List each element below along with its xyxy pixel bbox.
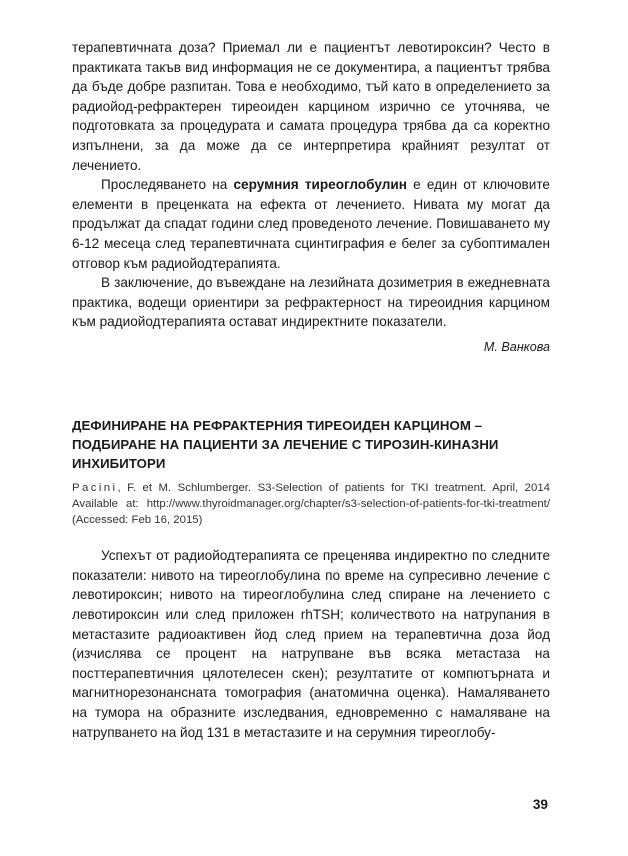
section-body <box>72 546 550 742</box>
paragraph-text: е един от ключовите елементи в преценката на ефекта от лечението. Нивата му могат да продължат да спадат години след проведеното лечение. Повишаването му 6-12 месеца след терапевтичната сцинтиграфия е белег за субоптимален отговор към радиойодтерапията. <box>72 177 550 271</box>
document-page <box>72 38 550 742</box>
reference-author: Pacini <box>72 481 118 494</box>
paragraph-serum-thyroglobulin <box>72 175 550 273</box>
reference-citation <box>72 481 550 528</box>
paragraph-success-indicators: Успехът от радиойодтерапията се преценява индиректно по следните показатели: нивото на тиреоглобулина по време на супресивно лечение с левотироксин; нивото на тиреоглобулина след спиране на лечението с левотироксин или след приложен rhTSH; количеството на натрупания в метастазите радиоактивен йод след прием на терапевтична доза йод (изчислява се процент на натрупване във всяка метастаза на посттерапевтичния цялотелесен скен); резултатите от компютърната и магнитнорезонансната томография (анатомична оценка). Намаляването на тумора на образните изследвания, едновременно с намаляване на натрупването на йод 131 в метастазите и на серумния тиреоглобу- <box>72 548 550 740</box>
paragraph-text: Проследяването на <box>101 177 234 193</box>
page-number: 39 <box>532 797 548 812</box>
paragraph-conclusion: В заключение, до въвеждане на лезийната дозиметрия в ежедневната практика, водещи ориентири за рефрактерност на тиреоидния карцином към радиойодтерапията остават индиректните показатели. <box>72 275 550 330</box>
reference-details: , F. et M. Schlumberger. S3-Selection of patients for TKI treatment. April, 2014 Available at: http://www.thyroidmanager.org/chapter/s3-selection-of-patients-for-tki-treatment/ (Accessed: Feb 16, 2015) <box>72 481 550 526</box>
section-title: ДЕФИНИРАНЕ НА РЕФРАКТЕРНИЯ ТИРЕОИДЕН КАРЦИНОМ – ПОДБИРАНЕ НА ПАЦИЕНТИ ЗА ЛЕЧЕНИЕ С ТИРОЗИН-КИНАЗНИ ИНХИБИТОРИ <box>72 417 499 471</box>
author-signature: М. Ванкова <box>483 339 550 354</box>
paragraph-doctor-questions: терапевтичната доза? Приемал ли е пациентът левотироксин? Често в практиката такъв вид информация не се документира, а пациентът трябва да бъде добре разпитан. Това е необходимо, тъй като в определението за радиойод-рефрактерен тиреоиден карцином изрично се уточнява, че подготовката за процедурата и самата процедура трябва да са коректно изпълнени, за да може да се интерпретира крайният резултат от лечението. <box>72 40 550 173</box>
emphasis-term: серумния тиреоглобулин <box>233 177 407 193</box>
